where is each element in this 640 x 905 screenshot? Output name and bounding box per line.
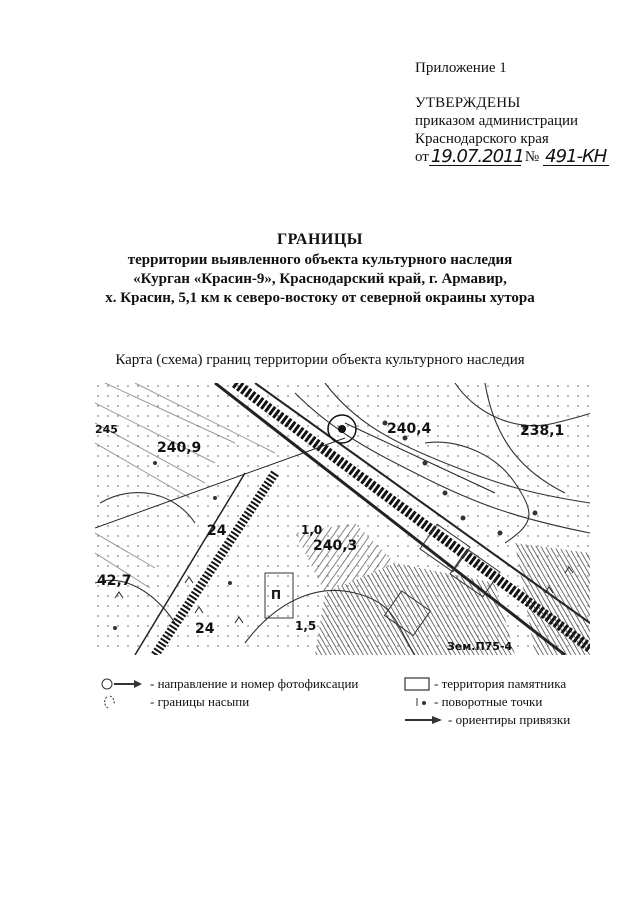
map-mark-p: П [271,588,282,602]
elevation-238-1: 238,1 [520,423,565,439]
legend-photo-text: - направление и номер фотофиксации [150,676,359,691]
legend-mound [100,694,249,710]
map-mark-1-0: 1,0 [301,523,323,537]
legend-refs [404,712,570,728]
turning-point-icon [414,695,430,709]
territory-box-icon [404,677,430,691]
handwritten-date: 19.07.2011 [430,146,524,167]
legend-territory [404,676,566,692]
reference-arrow-icon [404,714,444,726]
legend-territory-text: - территория памятника [434,676,567,691]
approved-region: Краснодарского края [415,131,549,147]
map-mark-24-bottom: 24 [195,621,215,637]
title-line-2: «Курган «Красин-9», Краснодарский край, г. Армавир, [133,271,507,287]
handwritten-number: 491-КН [543,149,609,166]
appendix-label: Приложение 1 [415,60,507,76]
legend-points-text: - поворотные точки [434,694,543,709]
map-mark-zem: Зем.П75-4 [447,640,513,653]
legend-refs-text: - ориентиры привязки [448,712,571,727]
title-heading: ГРАНИЦЫ [276,231,363,248]
map-mark-24-left: 24 [207,523,227,539]
elevation-240-3: 240,3 [313,538,358,554]
elevation-240-4: 240,4 [387,421,432,437]
legend-mound-text: - границы насыпи [150,694,250,709]
date-prefix: от [415,149,429,165]
title-line-1: территории выявленного объекта культурного наследия [127,252,513,268]
legend-points [414,694,542,710]
approved-by-order: приказом администрации [415,113,579,129]
map-caption: Карта (схема) границ территории объекта культурного наследия [115,352,525,368]
elevation-42-7: 42,7 [97,573,132,589]
legend-photo [100,676,358,692]
map-mark-1-5: 1,5 [295,619,317,633]
title-line-3: х. Красин, 5,1 км к северо-востоку от северной окраины хутора [105,290,535,306]
mound-boundary-icon [100,694,146,710]
approved-heading: УТВЕРЖДЕНЫ [415,95,521,111]
elevation-240-9: 240,9 [157,440,202,456]
photo-direction-icon [100,677,146,691]
number-prefix: № [524,149,540,165]
map-mark-245: 245 [95,423,118,436]
